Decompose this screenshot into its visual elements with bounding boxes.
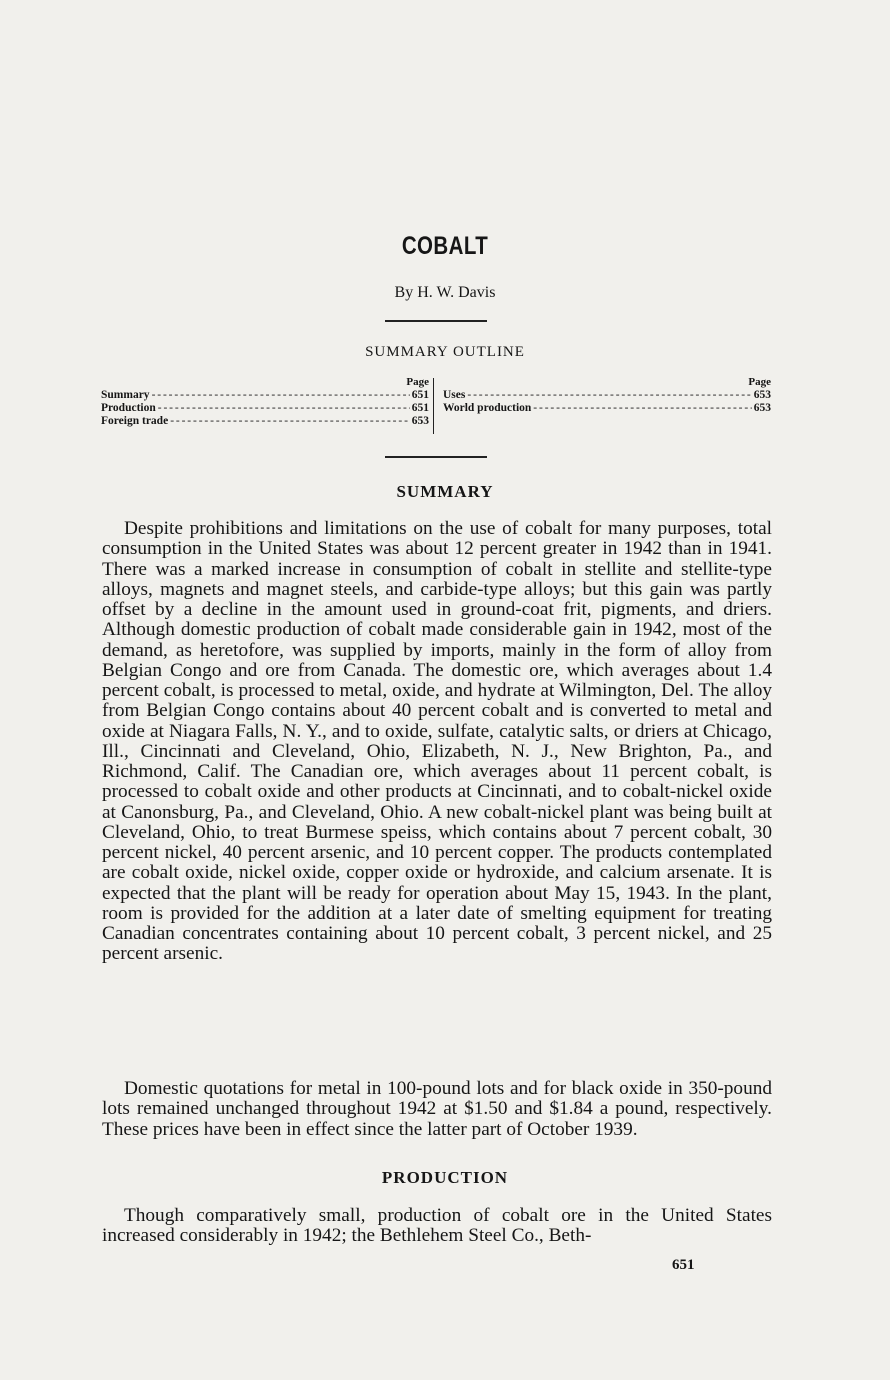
- leader-dots: [533, 402, 751, 415]
- outline-entry-page: 653: [753, 389, 771, 401]
- summary-outline-right-column: [443, 376, 771, 415]
- divider-rule: [385, 320, 487, 322]
- summary-outline-heading: SUMMARY OUTLINE: [365, 344, 525, 360]
- author-byline: By H. W. Davis: [394, 284, 496, 301]
- outline-entry: [101, 415, 429, 428]
- page-title: COBALT: [401, 232, 489, 260]
- outline-entry-page: 651: [411, 389, 429, 401]
- production-paragraph: Though comparatively small, production of cobalt ore in the United States increased considerably in 1942; the Bethlehem Steel Co., Beth-: [102, 1205, 772, 1247]
- summary-outline-left-column: [101, 376, 429, 428]
- page-column-header: Page: [748, 376, 771, 388]
- page-number: 651: [672, 1257, 695, 1273]
- outline-entry-label: World production: [443, 402, 532, 414]
- outline-entry-page: 651: [411, 402, 429, 414]
- outline-entry-label: Summary: [101, 389, 150, 401]
- outline-column-divider: [433, 378, 434, 434]
- outline-entry-label: Foreign trade: [101, 415, 169, 427]
- outline-entry: [443, 389, 771, 402]
- page-column-header: Page: [406, 376, 429, 388]
- summary-paragraph: Despite prohibitions and limitations on the use of cobalt for many purposes, total consumption in the United States was about 12 percent greater in 1942 than in 1941. There was a marked increase in consumption of cobalt in stellite and stellite-type alloys, magnets and magnet steels, and carbide-type alloys; but this gain was partly offset by a decline in the amount used in ground-coat frit, pigments, and driers. Although domestic production of cobalt made considerable gain in 1942, most of the demand, as heretofore, was supplied by imports, mainly in the form of alloy from Belgian Congo and ore from Canada. The domestic ore, which averages about 1.4 percent cobalt, is processed to metal, oxide, and hydrate at Wilmington, Del. The alloy from Belgian Congo contains about 40 percent cobalt and is converted to metal and oxide at Niagara Falls, N. Y., and to oxide, sulfate, catalytic salts, or driers at Chicago, Ill., Cincinnati and Cleveland, Ohio, Elizabeth, N. J., New Brighton, Pa., and Richmond, Calif. The Canadian ore, which averages about 11 percent cobalt, is processed to cobalt oxide and other products at Cincinnati, and to cobalt-nickel oxide at Canonsburg, Pa., and Cleveland, Ohio. A new cobalt-nickel plant was being built at Cleveland, Ohio, to treat Burmese speiss, which contains about 7 percent cobalt, 30 percent nickel, 40 percent arsenic, and 10 percent copper. The products contemplated are cobalt oxide, nickel oxide, copper oxide or hydroxide, and calcium arsenate. It is expected that the plant will be ready for operation about May 15, 1943. In the plant, room is provided for the addition at a later date of smelting equipment for treating Canadian concentrates containing about 10 percent cobalt, 3 percent nickel, and 25 percent arsenic.: [102, 518, 772, 965]
- outline-entry-page: 653: [411, 415, 429, 427]
- summary-paragraph: Domestic quotations for metal in 100-pound lots and for black oxide in 350-pound lots remained unchanged throughout 1942 at $1.50 and $1.84 a pound, respectively. These prices have been in effect since the latter part of October 1939.: [102, 1078, 772, 1140]
- leader-dots: [152, 389, 410, 402]
- divider-rule: [385, 456, 487, 458]
- production-heading: PRODUCTION: [381, 1168, 509, 1187]
- outline-entry: [101, 389, 429, 402]
- outline-entry: [101, 402, 429, 415]
- outline-entry-label: Production: [101, 402, 156, 414]
- outline-entry-label: Uses: [443, 389, 466, 401]
- leader-dots: [158, 402, 410, 415]
- outline-entry: [443, 402, 771, 415]
- leader-dots: [467, 389, 751, 402]
- summary-heading: SUMMARY: [396, 482, 494, 501]
- leader-dots: [170, 415, 410, 428]
- outline-entry-page: 653: [753, 402, 771, 414]
